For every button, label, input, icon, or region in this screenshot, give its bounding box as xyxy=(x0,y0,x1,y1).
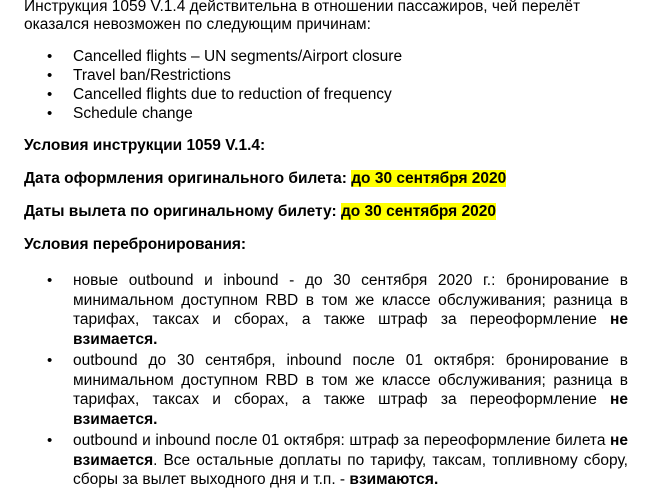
rebooking-item: • outbound и inbound после 01 октября: штраф за переоформление билета не взимается. Все остальные доплаты по тарифу, таксам, топливному сбору, сборы за вылет выходного дня и т.п. - взимаются. xyxy=(47,432,628,488)
rebooking-emphasis: не взимается. xyxy=(73,391,629,428)
departure-date-label: Даты вылета по оригинальному билету: xyxy=(24,203,337,220)
reason-item: • Cancelled flights – UN segments/Airport closure xyxy=(47,48,403,65)
issue-date-line xyxy=(24,169,628,189)
issue-date-label: Дата оформления оригинального билета: xyxy=(24,170,347,187)
instruction-document xyxy=(24,0,628,492)
rebooking-emphasis: не взимается xyxy=(73,432,628,469)
rebooking-list xyxy=(24,271,628,490)
rebooking-emphasis: взимаются. xyxy=(349,471,439,488)
bullet-icon: • xyxy=(47,86,53,103)
rebooking-emphasis: не взимается. xyxy=(73,311,629,348)
departure-date-value: до 30 сентября 2020 xyxy=(340,203,497,220)
bullet-icon: • xyxy=(47,105,53,122)
intro-line-1: Инструкция 1059 V.1.4 действительна в отношении пассажиров, чей перелёт xyxy=(24,0,581,15)
departure-date-line xyxy=(24,202,628,222)
reason-item: • Cancelled flights due to reduction of frequency xyxy=(47,86,392,103)
intro-paragraph xyxy=(24,0,628,34)
rebooking-heading: Условия перебронирования: xyxy=(24,236,247,253)
bullet-icon: • xyxy=(47,48,53,65)
bullet-icon: • xyxy=(47,67,53,84)
bullet-icon: • xyxy=(47,432,53,449)
reasons-list xyxy=(24,47,628,123)
conditions-heading: Условия инструкции 1059 V.1.4: xyxy=(24,137,266,154)
reason-item: • Schedule change xyxy=(47,105,193,122)
intro-line-2: оказался невозможен по следующим причинам: xyxy=(24,16,371,33)
reason-item: • Travel ban/Restrictions xyxy=(47,67,231,84)
rebooking-item: • outbound до 30 сентября, inbound после 01 октября: бронирование в минимальном доступном RBD в том же классе обслуживания; разница в тарифах, таксах и сборах, а также штраф за переоформление не взимается. xyxy=(47,352,629,428)
rebooking-item: • новые outbound и inbound - до 30 сентября 2020 г.: бронирование в минимальном доступном RBD в том же классе обслуживания; разница в тарифах, таксах и сборах, а также штраф за переоформление не взимается. xyxy=(47,272,629,348)
bullet-icon: • xyxy=(47,352,53,369)
issue-date-value: до 30 сентября 2020 xyxy=(351,170,507,187)
bullet-icon: • xyxy=(47,272,53,289)
